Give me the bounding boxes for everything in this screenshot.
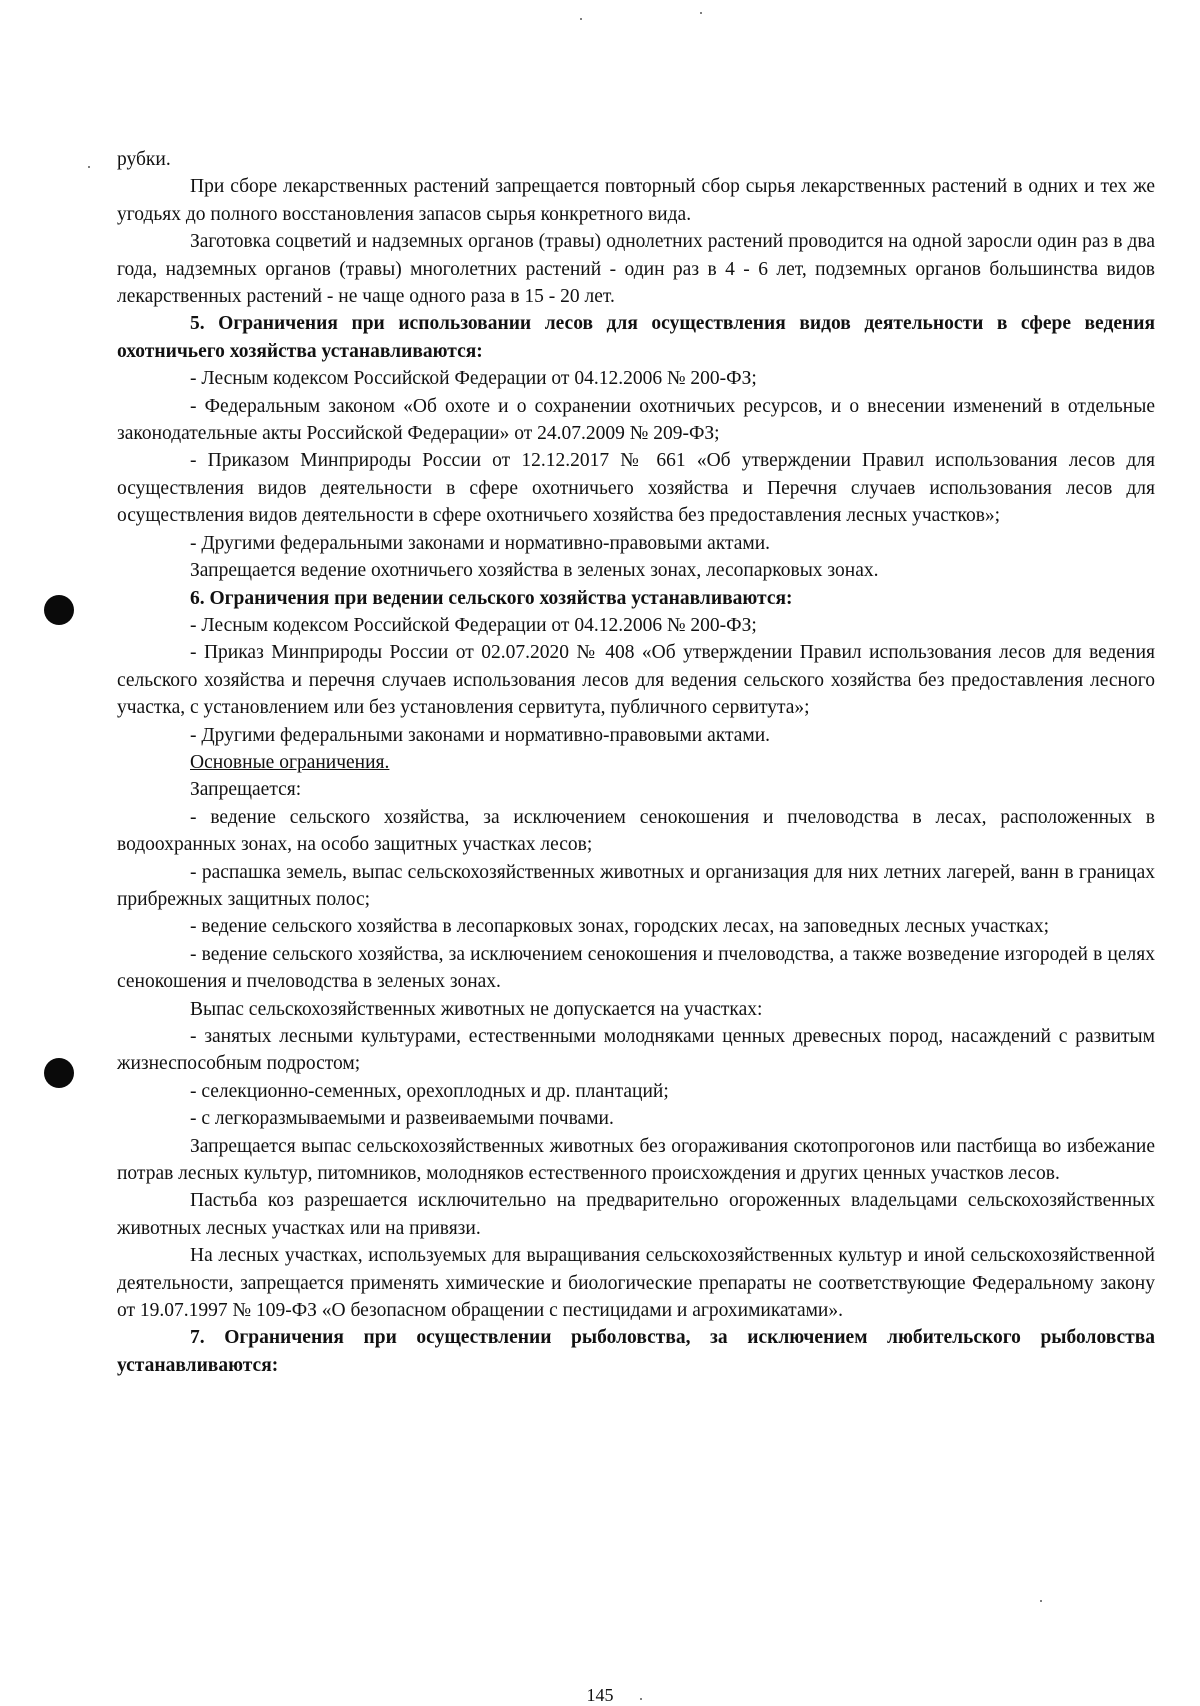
paragraph: - Федеральным законом «Об охоте и о сохранении охотничьих ресурсов, и о внесении изменений в отдельные законодательные акты Российской Федерации» от 24.07.2009 № 209-ФЗ; [117, 395, 1155, 445]
scan-speck [700, 12, 702, 14]
paragraph: - занятых лесными культурами, естественными молодняками ценных древесных пород, насаждений с развитым жизнеспособным подростом; [117, 1026, 1155, 1075]
paragraph: - распашка земель, выпас сельскохозяйственных животных и организация для них летних лагерей, ванн в границах прибрежных защитных полос; [117, 861, 1155, 910]
paragraph: Запрещается выпас сельскохозяйственных животных без огораживания скотопрогонов или пастбища во избежание потрав лесных культур, питомников, молодняков естественного происхождения и других ценных участков лесов. [117, 1135, 1155, 1185]
section-heading: 7. Ограничения при осуществлении рыболовства, за исключением любительского рыболовства устанавливаются: [117, 1327, 1155, 1376]
punch-hole-bottom [44, 1058, 74, 1088]
paragraph: - Приказом Минприроды России от 12.12.2017 № 661 «Об утверждении Правил использования лесов для осуществления видов деятельности в сфере охотничьего хозяйства и Перечня случаев использования лесов для осуществления видов деятельности в сфере охотничьего хозяйства без предоставления лесных участков»; [117, 450, 1155, 527]
paragraph: - с легкоразмываемыми и развеиваемыми почвами. [190, 1108, 614, 1130]
paragraph: Основные ограничения. [190, 751, 390, 773]
document-body [117, 146, 1155, 1379]
paragraph: При сборе лекарственных растений запрещается повторный сбор сырья лекарственных растений в одних и тех же угодьях до полного восстановления запасов сырья конкретного вида. [117, 176, 1155, 225]
paragraph: Запрещается: [190, 779, 302, 801]
paragraph: - ведение сельского хозяйства в лесопарковых зонах, городских лесах, на заповедных лесных участках; [190, 916, 1049, 938]
scan-speck [580, 18, 582, 20]
section-heading: 6. Ограничения при ведении сельского хозяйства устанавливаются: [190, 587, 793, 609]
paragraph: - Лесным кодексом Российской Федерации от 04.12.2006 № 200-ФЗ; [190, 368, 757, 390]
paragraph: Выпас сельскохозяйственных животных не допускается на участках: [190, 998, 763, 1020]
paragraph: - Другими федеральными законами и нормативно-правовыми актами. [190, 724, 771, 746]
paragraph: - Другими федеральными законами и нормативно-правовыми актами. [190, 532, 771, 554]
section-heading: 5. Ограничения при использовании лесов для осуществления видов деятельности в сфере ведения охотничьего хозяйства устанавливаются: [117, 313, 1155, 362]
paragraph: На лесных участках, используемых для выращивания сельскохозяйственных культур и иной сельскохозяйственной деятельности, запрещается применять химические и биологические препараты не соответствующие Федеральному закону от 19.07.1997 № 109-ФЗ «О безопасном обращении с пестицидами и агрохимикатами». [117, 1245, 1155, 1322]
paragraph: - ведение сельского хозяйства, за исключением сенокошения и пчеловодства, а также возведение изгородей в целях сенокошения и пчеловодства в зеленых зонах. [117, 943, 1155, 993]
paragraph: Запрещается ведение охотничьего хозяйства в зеленых зонах, лесопарковых зонах. [190, 560, 879, 582]
paragraph: рубки. [117, 149, 171, 170]
page-number: 145 [586, 1685, 614, 1705]
punch-hole-top [44, 595, 74, 625]
paragraph: Пастьба коз разрешается исключительно на предварительно огороженных владельцами сельскохозяйственных животных лесных участках или на привязи. [117, 1190, 1155, 1239]
paragraph: - Приказ Минприроды России от 02.07.2020 № 408 «Об утверждении Правил использования лесов для ведения сельского хозяйства и перечня случаев использования лесов для ведения сельского хозяйства без предоставления лесного участка, с установлением или без установления сервитута, публичного сервитута»; [117, 642, 1155, 719]
paragraph: - Лесным кодексом Российской Федерации от 04.12.2006 № 200-ФЗ; [190, 614, 757, 636]
paragraph: - ведение сельского хозяйства, за исключением сенокошения и пчеловодства в лесах, расположенных в водоохранных зонах, на особо защитных участках лесов; [117, 806, 1155, 856]
paragraph: Заготовка соцветий и надземных органов (травы) однолетних растений проводится на одной заросли один раз в два года, надземных органов (травы) многолетних растений - один раз в 4 - 6 лет, подземных органов большинства видов лекарственных растений - не чаще одного раза в 15 - 20 лет. [117, 231, 1155, 308]
paragraph: - селекционно-семенных, орехоплодных и др. плантаций; [190, 1080, 669, 1102]
scan-speck [88, 166, 90, 168]
scan-speck [1040, 1600, 1042, 1602]
